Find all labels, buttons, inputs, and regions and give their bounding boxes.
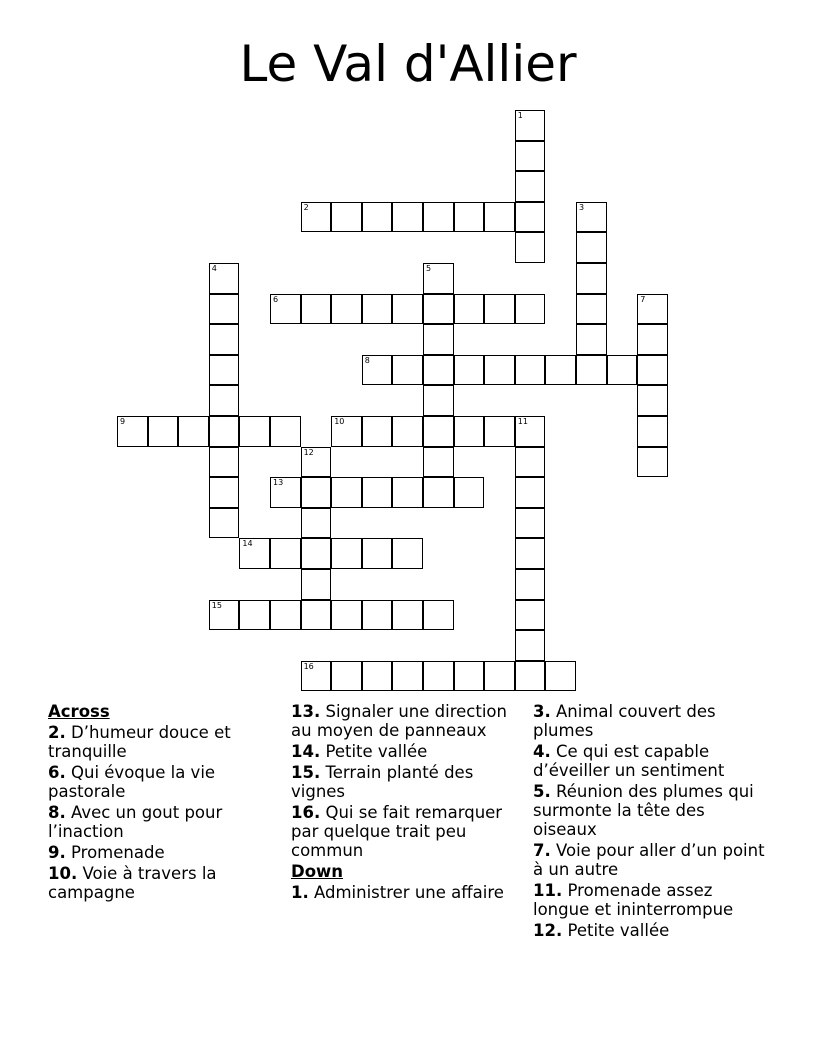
grid-cell[interactable]	[362, 538, 393, 569]
grid-cell[interactable]	[392, 416, 423, 447]
grid-cell[interactable]	[392, 477, 423, 508]
grid-cell[interactable]	[637, 324, 668, 355]
grid-cell[interactable]	[515, 630, 546, 661]
clue-across: 14. Petite vallée	[291, 742, 428, 761]
grid-cell[interactable]	[423, 324, 454, 355]
grid-cell[interactable]	[576, 202, 607, 233]
clue-across: 10. Voie à travers la campagne	[48, 864, 217, 902]
grid-cell[interactable]	[423, 661, 454, 692]
clue-number: 2	[303, 202, 309, 212]
grid-cell[interactable]	[178, 416, 209, 447]
grid-cell[interactable]	[362, 202, 393, 233]
grid-cell[interactable]	[515, 569, 546, 600]
grid-cell[interactable]	[209, 324, 240, 355]
grid-cell[interactable]	[515, 416, 546, 447]
grid-cell[interactable]	[576, 324, 607, 355]
clue-number: 15	[211, 600, 222, 610]
grid-cell[interactable]	[392, 202, 423, 233]
grid-cell[interactable]	[362, 661, 393, 692]
grid-cell[interactable]	[392, 355, 423, 386]
grid-cell[interactable]	[301, 661, 332, 692]
grid-cell[interactable]	[423, 385, 454, 416]
clue-number: 9	[120, 417, 126, 426]
grid-cell[interactable]	[270, 538, 301, 569]
grid-cell[interactable]	[484, 294, 515, 325]
grid-cell[interactable]	[515, 171, 546, 202]
grid-cell[interactable]	[331, 661, 362, 692]
grid-cell[interactable]	[392, 600, 423, 631]
grid-cell[interactable]	[515, 508, 546, 539]
grid-cell[interactable]	[576, 294, 607, 325]
clues-section	[48, 702, 768, 1002]
grid-cell[interactable]	[515, 294, 546, 325]
grid-cell[interactable]	[515, 202, 546, 233]
grid-cell[interactable]	[362, 294, 393, 325]
grid-cell[interactable]	[362, 416, 393, 447]
grid-cell[interactable]	[209, 477, 240, 508]
clue-number: 6	[273, 294, 279, 304]
grid-cell[interactable]	[209, 355, 240, 386]
grid-cell[interactable]	[331, 477, 362, 508]
grid-cell[interactable]	[209, 385, 240, 416]
across-heading: Across	[48, 702, 110, 721]
grid-cell[interactable]	[362, 355, 393, 386]
grid-cell[interactable]	[423, 263, 454, 294]
clue-across: 6. Qui évoque la vie pastorale	[48, 763, 216, 801]
grid-cell[interactable]	[484, 355, 515, 386]
clue-number: 14	[242, 539, 253, 549]
grid-cell[interactable]	[454, 355, 485, 386]
grid-cell[interactable]	[545, 355, 576, 386]
grid-cell[interactable]	[515, 538, 546, 569]
clue-number: 8	[364, 355, 370, 365]
grid-cell[interactable]	[239, 538, 270, 569]
clue-down: 11. Promenade assez longue et ininterrompue	[533, 881, 734, 919]
grid-cell[interactable]	[515, 477, 546, 508]
grid-cell[interactable]	[301, 202, 332, 233]
grid-cell[interactable]	[423, 600, 454, 631]
grid-cell[interactable]	[454, 202, 485, 233]
grid-cell[interactable]	[515, 447, 546, 478]
grid-cell[interactable]	[301, 569, 332, 600]
grid-cell[interactable]	[454, 294, 485, 325]
grid-cell[interactable]	[392, 661, 423, 692]
grid-cell[interactable]	[515, 141, 546, 172]
clue-number: 4	[211, 264, 217, 273]
grid-cell[interactable]	[607, 355, 638, 386]
grid-cell[interactable]	[148, 416, 179, 447]
grid-cell[interactable]	[331, 600, 362, 631]
clue-down: 7. Voie pour aller d’un point à un autre	[533, 841, 765, 879]
grid-cell[interactable]	[545, 661, 576, 692]
clue-across: 13. Signaler une direction au moyen de panneaux	[291, 702, 507, 740]
grid-cell[interactable]	[484, 661, 515, 692]
clue-number: 5	[426, 264, 432, 273]
grid-cell[interactable]	[270, 294, 301, 325]
grid-cell[interactable]	[576, 355, 607, 386]
grid-cell[interactable]	[209, 447, 240, 478]
clue-across: 16. Qui se fait remarquer par quelque trait peu commun	[291, 803, 503, 860]
grid-cell[interactable]	[301, 477, 332, 508]
grid-cell[interactable]	[454, 661, 485, 692]
grid-cell[interactable]	[515, 232, 546, 263]
grid-cell[interactable]	[239, 416, 270, 447]
clue-number: 16	[303, 661, 314, 671]
grid-cell[interactable]	[515, 110, 546, 141]
grid-cell[interactable]	[423, 477, 454, 508]
grid-cell[interactable]	[209, 508, 240, 539]
grid-cell[interactable]	[301, 538, 332, 569]
clue-number: 7	[640, 294, 646, 304]
clue-down: 4. Ce qui est capable d’éveiller un sentiment	[533, 742, 725, 780]
grid-cell[interactable]	[515, 355, 546, 386]
grid-cell[interactable]	[637, 385, 668, 416]
grid-cell[interactable]	[301, 294, 332, 325]
grid-cell[interactable]	[362, 600, 393, 631]
grid-cell[interactable]	[331, 416, 362, 447]
grid-cell[interactable]	[423, 355, 454, 386]
clue-down: 12. Petite vallée	[533, 921, 670, 940]
clue-number: 1	[517, 111, 523, 120]
grid-cell[interactable]	[301, 508, 332, 539]
grid-cell[interactable]	[637, 355, 668, 386]
grid-cell[interactable]	[392, 294, 423, 325]
down-heading: Down	[291, 862, 344, 881]
grid-cell[interactable]	[331, 202, 362, 233]
clue-down: 5. Réunion des plumes qui surmonte la tête des oiseaux	[533, 782, 754, 839]
grid-cell[interactable]	[423, 202, 454, 233]
clue-number: 10	[334, 417, 345, 426]
grid-cell[interactable]	[209, 263, 240, 294]
clue-number: 3	[579, 202, 585, 212]
grid-cell[interactable]	[515, 661, 546, 692]
grid-cell[interactable]	[423, 294, 454, 325]
grid-cell[interactable]	[270, 416, 301, 447]
grid-cell[interactable]	[301, 600, 332, 631]
grid-cell[interactable]	[484, 202, 515, 233]
grid-cell[interactable]	[454, 477, 485, 508]
grid-cell[interactable]	[637, 294, 668, 325]
grid-cell[interactable]	[270, 477, 301, 508]
clue-column-1	[48, 702, 280, 904]
grid-cell[interactable]	[576, 232, 607, 263]
grid-cell[interactable]	[331, 538, 362, 569]
grid-cell[interactable]	[331, 294, 362, 325]
grid-cell[interactable]	[484, 416, 515, 447]
grid-cell[interactable]	[239, 600, 270, 631]
grid-cell[interactable]	[270, 600, 301, 631]
grid-cell[interactable]	[423, 416, 454, 447]
clue-down: 1. Administrer une affaire	[291, 883, 504, 902]
grid-cell[interactable]	[392, 538, 423, 569]
clue-down: 3. Animal couvert des plumes	[533, 702, 716, 740]
grid-cell[interactable]	[362, 477, 393, 508]
puzzle-title: Le Val d'Allier	[239, 35, 577, 93]
grid-cell[interactable]	[301, 447, 332, 478]
clue-across: 2. D’humeur douce et tranquille	[48, 723, 231, 761]
grid-cell[interactable]	[209, 416, 240, 447]
clue-across: 15. Terrain planté des vignes	[291, 763, 474, 801]
clue-across: 9. Promenade	[48, 843, 165, 862]
clue-number: 13	[273, 478, 284, 488]
grid-cell[interactable]	[209, 600, 240, 631]
grid-cell[interactable]	[423, 447, 454, 478]
grid-cell[interactable]	[209, 294, 240, 325]
grid-cell[interactable]	[515, 600, 546, 631]
grid-cell[interactable]	[637, 447, 668, 478]
clue-across: 8. Avec un gout pour l’inaction	[48, 803, 223, 841]
grid-cell[interactable]	[576, 263, 607, 294]
clue-number: 12	[303, 447, 314, 457]
clue-column-2	[291, 702, 523, 904]
clue-number: 11	[517, 417, 528, 426]
grid-cell[interactable]	[454, 416, 485, 447]
grid-cell[interactable]	[117, 416, 148, 447]
grid-cell[interactable]	[637, 416, 668, 447]
clue-column-3	[533, 702, 765, 942]
